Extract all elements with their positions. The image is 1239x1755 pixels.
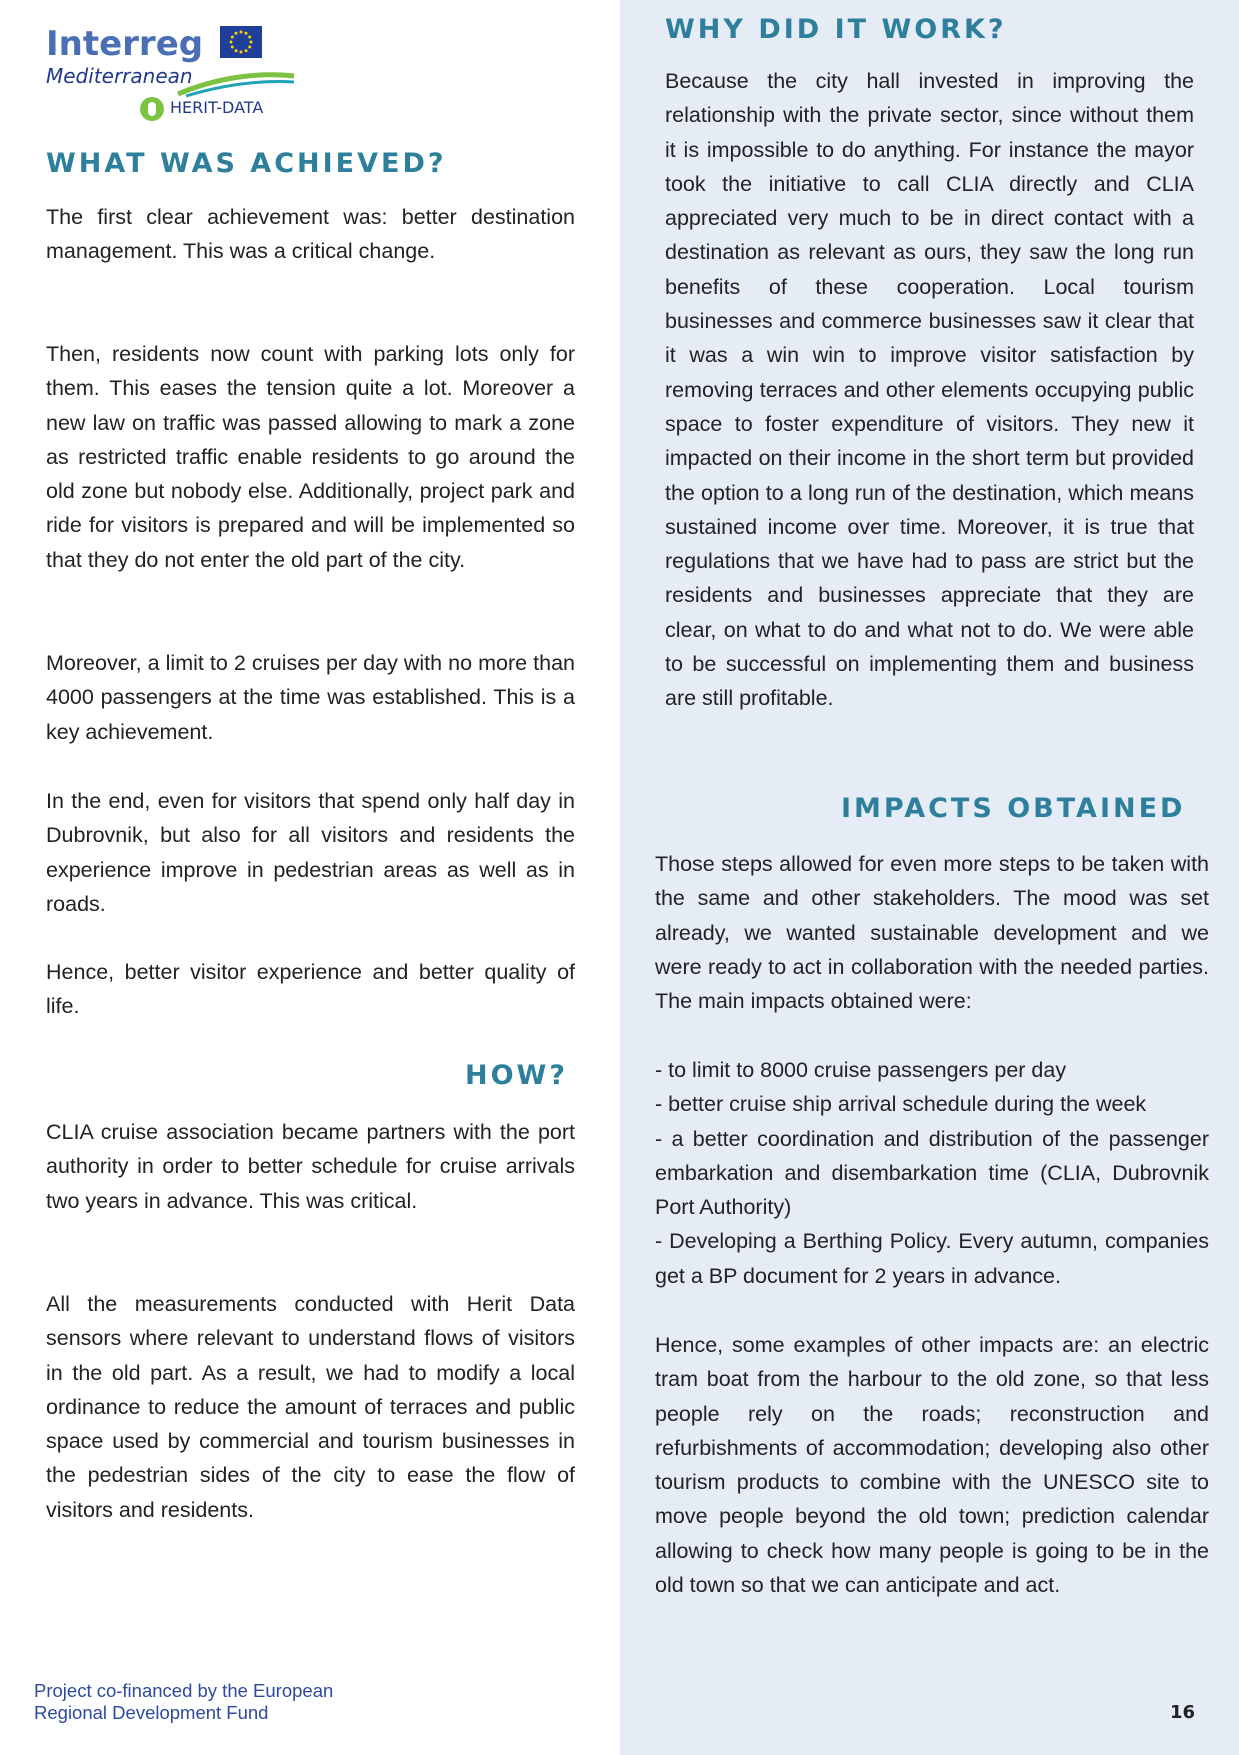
herit-data-icon [140, 97, 164, 121]
list-item: - better cruise ship arrival schedule during the week [655, 1092, 1147, 1117]
achieved-heading: WHAT WAS ACHIEVED? [46, 148, 447, 179]
logo-region-text: Mediterranean [46, 64, 193, 88]
list-item: - a better coordination and distribution of the passenger embarkation and disembarkation time (CLIA, Dubrovnik Port Authority) [655, 1126, 1209, 1220]
impacts-list [655, 1053, 1209, 1293]
logo-project-text: HERIT-DATA [170, 98, 264, 117]
how-paragraph-1: CLIA cruise association became partners with the port authority in order to better schedule for cruise arrivals two years in advance. This was critical. [46, 1120, 575, 1213]
logo-brand-text: Interreg [46, 24, 204, 64]
footer-funding-note [34, 1680, 333, 1724]
list-item: - Developing a Berthing Policy. Every autumn, companies get a BP document for 2 years in advance. [655, 1229, 1209, 1288]
impacts-outro: Hence, some examples of other impacts are: an electric tram boat from the harbour to the old zone, so that less people rely on the roads; reconstruction and refurbishments of accommodation; developing also other tourism products to combine with the UNESCO site to move people beyond the old town; prediction calendar allowing to check how many people is going to be in the old town so that we can anticipate and act. [655, 1333, 1209, 1598]
why-heading: WHY DID IT WORK? [665, 14, 1007, 45]
achieved-paragraph-4: In the end, even for visitors that spend only half day in Dubrovnik, but also for all visitors and residents the experience improve in pedestrian areas as well as in roads. [46, 789, 575, 916]
achieved-paragraph-5: Hence, better visitor experience and better quality of life. [46, 960, 575, 1019]
eu-flag-icon [220, 26, 262, 58]
how-heading: HOW? [465, 1060, 568, 1091]
achieved-paragraph-1: The first clear achievement was: better destination management. This was a critical change. [46, 205, 575, 264]
logo-swoosh-icon [176, 68, 296, 98]
interreg-logo [46, 24, 296, 124]
logo-project [140, 96, 263, 121]
how-paragraph-2: All the measurements conducted with Herit Data sensors where relevant to understand flows of visitors in the old part. As a result, we had to modify a local ordinance to reduce the amount of terraces and public space used by commercial and tourism businesses in the pedestrian sides of the city to ease the flow of visitors and residents. [46, 1292, 575, 1522]
page-number: 16 [1170, 1702, 1196, 1723]
footer-line-1: Project co-financed by the European [34, 1680, 334, 1701]
impacts-intro: Those steps allowed for even more steps to be taken with the same and other stakeholders. The mood was set already, we wanted sustainable development and we were ready to act in collaboration with the needed parties. The main impacts obtained were: [655, 852, 1209, 1014]
why-paragraph: Because the city hall invested in improving the relationship with the private sector, since without them it is impossible to do anything. For instance the mayor took the initiative to call CLIA directly and CLIA appreciated very much to be in direct contact with a destination as relevant as ours, they saw the long run benefits of these cooperation. Local tourism businesses and commerce businesses saw it clear that it was a win win to improve visitor satisfaction by removing terraces and other elements occupying public space to foster expenditure of visitors. They new it impacted on their income in the short term but provided the option to a long run of the destination, which means sustained income over time. Moreover, it is true that regulations that we have had to pass are strict but the residents and businesses appreciate that they are clear, on what to do and what not to do. We were able to be successful on implementing them and business are still profitable. [665, 69, 1194, 711]
footer-line-2: Regional Development Fund [34, 1702, 269, 1723]
list-item: - to limit to 8000 cruise passengers per day [655, 1058, 1067, 1082]
achieved-paragraph-2: Then, residents now count with parking lots only for them. This eases the tension quite a lot. Moreover a new law on traffic was passed allowing to mark a zone as restricted traffic enable residents to go around the old zone but nobody else. Additionally, project park and ride for visitors is prepared and will be implemented so that they do not enter the old part of the city. [46, 342, 575, 572]
achieved-paragraph-3: Moreover, a limit to 2 cruises per day with no more than 4000 passengers at the time was established. This is a key achievement. [46, 651, 575, 744]
impacts-heading: IMPACTS OBTAINED [841, 793, 1186, 824]
